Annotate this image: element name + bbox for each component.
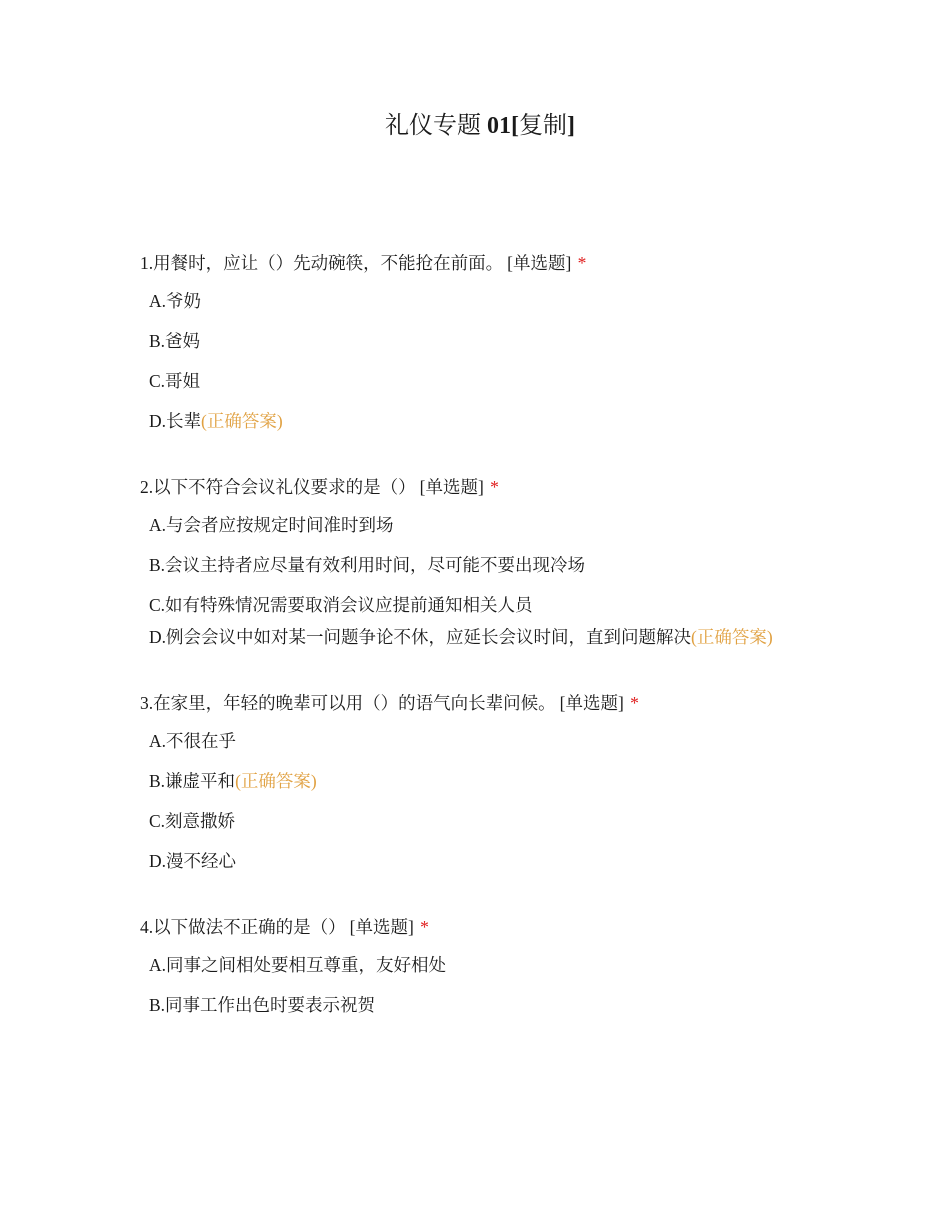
question-stem: 3.在家里，年轻的晚辈可以用（）的语气向长辈问候。 <box>140 693 556 713</box>
option-list <box>140 512 800 650</box>
question-4 <box>140 912 800 1018</box>
page-title <box>0 110 950 142</box>
option-label: C.刻意撒娇 <box>149 811 236 831</box>
question-type: [单选题] <box>559 693 624 713</box>
question-2 <box>140 472 800 650</box>
option-label: A.不很在乎 <box>149 731 237 751</box>
correct-answer-tag: (正确答案) <box>201 411 283 431</box>
option-b[interactable] <box>149 768 800 794</box>
question-list <box>140 248 800 1056</box>
option-label: C.哥姐 <box>149 371 201 391</box>
option-a[interactable] <box>149 288 800 314</box>
title-number: 01[ <box>487 113 519 139</box>
option-c[interactable] <box>149 808 800 834</box>
question-stem: 2.以下不符合会议礼仪要求的是（） <box>140 477 416 497</box>
option-a[interactable] <box>149 728 800 754</box>
question-text <box>140 912 800 942</box>
option-label: A.与会者应按规定时间准时到场 <box>149 515 394 535</box>
option-b[interactable] <box>149 328 800 354</box>
option-b[interactable] <box>149 552 800 578</box>
option-d[interactable] <box>149 848 800 874</box>
question-text <box>140 472 800 502</box>
option-label: D.例会会议中如对某一问题争论不休，应延长会议时间，直到问题解决 <box>149 627 692 647</box>
option-label: B.同事工作出色时要表示祝贺 <box>149 995 376 1015</box>
option-label: A.爷奶 <box>149 291 202 311</box>
title-bracket: ] <box>567 113 575 139</box>
required-mark: * <box>630 693 639 713</box>
option-c[interactable] <box>149 592 800 618</box>
option-label: B.爸妈 <box>149 331 201 351</box>
option-b[interactable] <box>149 992 800 1018</box>
option-label: D.漫不经心 <box>149 851 237 871</box>
question-1 <box>140 248 800 434</box>
correct-answer-tag: (正确答案) <box>235 771 317 791</box>
question-type: [单选题] <box>349 917 414 937</box>
question-stem: 1.用餐时，应让（）先动碗筷，不能抢在前面。 <box>140 253 504 273</box>
option-list <box>140 952 800 1018</box>
option-label: C.如有特殊情况需要取消会议应提前通知相关人员 <box>149 595 533 615</box>
required-mark: * <box>420 917 429 937</box>
option-a[interactable] <box>149 952 800 978</box>
option-label: B.会议主持者应尽量有效利用时间，尽可能不要出现冷场 <box>149 555 586 575</box>
correct-answer-tag: (正确答案) <box>691 627 773 647</box>
question-text <box>140 248 800 278</box>
option-label: A.同事之间相处要相互尊重，友好相处 <box>149 955 447 975</box>
option-a[interactable] <box>149 512 800 538</box>
option-d[interactable] <box>149 624 800 650</box>
option-label: D.长辈 <box>149 411 202 431</box>
title-copy-label: 复制 <box>519 113 567 139</box>
question-type: [单选题] <box>419 477 484 497</box>
required-mark: * <box>577 253 587 273</box>
required-mark: * <box>490 477 499 497</box>
question-stem: 4.以下做法不正确的是（） <box>140 917 346 937</box>
question-text <box>140 688 800 718</box>
title-prefix: 礼仪专题 <box>385 113 487 139</box>
option-list <box>140 288 800 434</box>
question-type: [单选题] <box>507 253 572 273</box>
option-label: B.谦虚平和 <box>149 771 236 791</box>
option-list <box>140 728 800 874</box>
option-d[interactable] <box>149 408 800 434</box>
option-c[interactable] <box>149 368 800 394</box>
question-3 <box>140 688 800 874</box>
